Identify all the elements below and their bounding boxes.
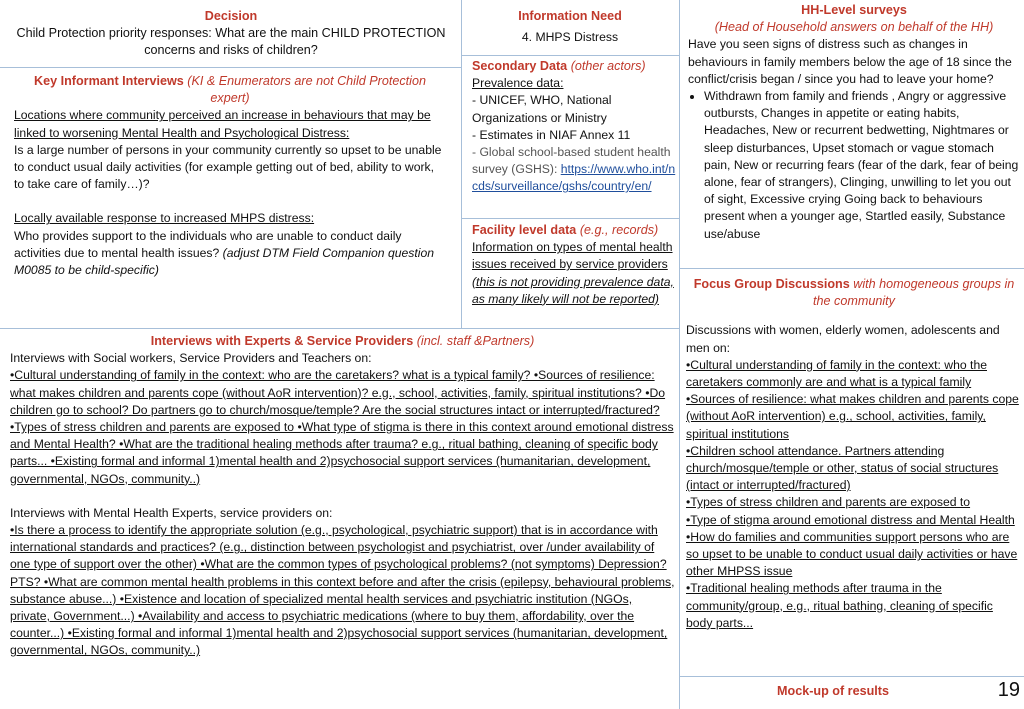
experts-title: Interviews with Experts & Service Providers [150,334,414,348]
fgd-item: •Sources of resilience: what makes children and parents cope (without AoR intervention) e.g., school, activities, family, spiritual institutions [686,392,1019,441]
page-number [980,678,1020,702]
mockup-label [688,683,978,700]
facility-title: Facility level data [472,223,577,237]
facility-data-section [472,222,676,308]
divider-top-left [0,67,461,68]
hh-title: HH-Level surveys [801,3,907,17]
hh-survey-section [688,2,1020,243]
info-need-section [465,8,675,46]
ki-subheading-locations: Locations where community perceived an increase in behaviours that may be linked to worsening Mental Health and Psychological Distress: [14,108,431,140]
fgd-item: •Cultural understanding of family in the context: who the caretakers commonly are and what is a typical family [686,357,987,390]
hh-question: Have you seen signs of distress such as changes in behaviours in family members below the age of 18 since the conflict/crisis began / since you had to leave your home? [688,37,1012,86]
ki-section [14,73,446,279]
prevalence-heading: Prevalence data: [472,76,564,91]
decision-section [6,8,456,60]
divider-right-footer [679,676,1024,677]
ki-question-note: (adjust DTM Field Companion question M0085 to be child-specific) [14,245,435,278]
ki-title: Key Informant Interviews [34,74,184,88]
secondary-title: Secondary Data [472,59,568,73]
ki-subheading-response: Locally available response to increased MHPS distress: [14,211,315,226]
divider-top-middle [461,55,679,56]
mockup-text: Mock-up of results [777,684,889,698]
divider-middle-facility [461,218,679,219]
fgd-section [686,276,1022,632]
experts-title-note: (incl. staff &Partners) [416,334,535,348]
experts-intro-social: Interviews with Social workers, Service Providers and Teachers on: [10,351,372,366]
facility-text: Information on types of mental health issues received by service providers [472,240,673,272]
info-need-item: 4. MHPS Distress [521,30,619,45]
fgd-item: •How do families and communities support persons who are so upset to be unable to conduct usual daily activities or have other MHPSS issue [686,529,1018,579]
experts-body-mh: •Is there a process to identify the appropriate solution (e.g., psychological, psychiatric support) that is in accordance with international standards and practices? (e.g., distinction between psychologist and psychiatrist, over /under availability of one type of support over the other) •What are the common types of psychological problems? (not symptoms) Depression? PTS? •What are common mental health problems in this context before and after the crisis (epilepsy, behavioural problems, substance abuse...) •Existence and location of specialized mental health services and psychiatric institution (NGOs, private, Government...) •Availability and access to psychiatric medications (where to buy them, affordability, over the counter...) •Existing formal and informal 1)mental health and 2)psychosocial support services (humanitarian, development, governmental, NGOs, community..) [10,523,675,658]
divider-horizontal-mid [0,328,679,329]
divider-right-fgd [679,268,1024,269]
page-number-text: 19 [997,679,1020,701]
facility-note: (this is not providing prevalence data, as many likely will not be reported) [472,274,674,306]
gshs-link[interactable]: https://www.who.int/ncds/surveillance/gshs/country/en/ [472,162,676,194]
secondary-title-note: (other actors) [570,59,646,73]
fgd-item: •Traditional healing methods after trauma in the community/group, e.g., ritual bathing, cleaning of specific body parts... [686,581,993,630]
fgd-intro: Discussions with women, elderly women, adolescents and men on: [686,323,1000,355]
experts-body-social: •Cultural understanding of family in the context: who are the caretakers? what is a typical family? •Sources of resilience: what makes children and parents cope (without AoR intervention)? e.g., school, activities, family, spiritual institutions? •Do children go to school? Do partners go to church/mosque/temple? Are the social structures intact or interrupted/fractured? •Types of stress children and parents are exposed to •What type of stigma is there in this context around emotional distress and Mental Health? •What are the traditional healing methods after trauma? e.g., ritual bathing, cleaning of specific body parts... •Existing formal and informal 1)mental health and 2)psychosocial support services (humanitarian, development, governmental, NGOs, community..) [10,368,674,486]
experts-section [10,333,675,660]
ki-title-note: (KI & Enumerators are not Child Protection expert) [187,74,426,106]
facility-title-note: (e.g., records) [579,223,659,237]
decision-text: Child Protection priority responses: What are the main CHILD PROTECTION concerns and risks of children? [16,26,446,58]
fgd-item: •Type of stigma around emotional distress and Mental Health [686,512,1015,527]
ki-question-response: Who provides support to the individuals who are unable to conduct daily activities due to mental health issues? [14,228,402,260]
secondary-item-unicef: - UNICEF, WHO, National Organizations or Ministry [472,93,612,125]
fgd-title: Focus Group Discussions [693,277,850,291]
hh-bullet: • Withdrawn from family and friends , Angry or aggressive outbursts, Changes in appetite or eating habits, Headaches, New or recurrent bedwetting, Nightmares or sleep disturbances, Upset stomach or vague stomach pain, New or recurring fears (fear of the dark, fear of being alone, fear of strangers), Clinging, unwilling to let you out of sight, Excessive crying Going back to behaviours present when a younger age, Startled easily, Substance use/abuse [704,88,1020,243]
divider-vertical-left [461,0,462,328]
hh-bullet-list [688,88,1020,243]
fgd-item: •Types of stress children and parents are exposed to [686,495,971,510]
info-need-title: Information Need [518,9,622,23]
secondary-item-niaf: - Estimates in NIAF Annex 11 [472,127,631,142]
experts-intro-mh: Interviews with Mental Health Experts, service providers on: [10,505,333,520]
divider-vertical-right [679,0,680,709]
hh-subtitle: (Head of Household answers on behalf of the HH) [714,20,994,35]
decision-title: Decision [204,9,258,23]
ki-question-locations: Is a large number of persons in your community currently so upset to be unable to conduct usual daily activities (for example getting out of bed, ability to work, to take care of family…)? [14,142,442,192]
fgd-item: •Children school attendance. Partners attending church/mosque/temple or other, status of social structures (intact or interrupted/fractured) [686,443,999,493]
fgd-title-note: with homogeneous groups in the community [813,277,1015,309]
secondary-item-gshs: - Global school-based student health survey (GSHS): [472,145,671,177]
secondary-data-section [472,58,676,196]
